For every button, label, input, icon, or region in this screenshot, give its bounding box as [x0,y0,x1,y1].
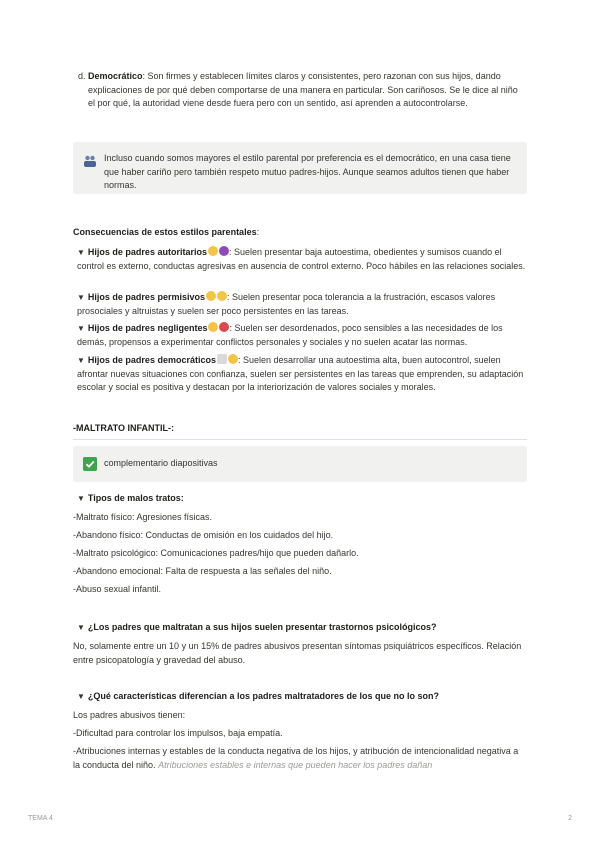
q2-line: -Atribuciones internas y estables de la conducta negativa de los hijos, y atribución de intencionalidad negativa a la conducta del niño. Atribuciones estables e internas que pueden hacer los padres dañan [73,746,519,770]
term-democratico: Democrático [88,71,143,81]
toggle-arrow-icon[interactable]: ▼ [77,356,85,365]
speech-bubble-icon [217,354,227,364]
toggle-tipos[interactable]: ▼ Tipos de malos tratos: [77,492,527,506]
democratico-text: : Son firmes y establecen límites claros y consistentes, pero razonan con sus hijos, dando explicaciones de por qué deben comportarse de una manera en particular. Son cariñosos. Se le dice al niño el por qué, la autoridad viene desde fuera pero con un sentido, así aprenden a autocontrolarse. [88,71,518,108]
face-icon [217,291,227,301]
q2-line: -Dificultad para controlar los impulsos, baja empatía. [73,728,283,738]
list-item-democratico [73,70,527,111]
section-heading-consequences: Consecuencias de estos estilos parentales: [73,227,260,237]
toggle-arrow-icon[interactable]: ▼ [77,692,85,701]
tipos-line: -Abuso sexual infantil. [73,584,162,594]
tipos-line: -Abandono emocional: Falta de respuesta a las señales del niño. [73,566,332,576]
toggle-arrow-icon[interactable]: ▼ [77,494,85,503]
page-number: 2 [568,815,572,822]
q2-muted-text: Atribuciones estables e internas que pueden hacer los padres dañan [158,759,433,770]
toggle-q1[interactable]: ▼ ¿Los padres que maltratan a sus hijos suelen presentar trastornos psicológicos? [77,621,527,635]
section-heading-maltrato: -MALTRATO INFANTIL-: [73,423,174,433]
devil-icon [219,246,229,256]
toggle-autoritarios[interactable]: ▼ Hijos de padres autoritarios : Suelen presentar baja autoestima, obedientes y sumisos cuando el control es externo, conductas agresivas en ausencia de control externo. Poco hábiles en las relaciones sociales. [77,247,526,271]
toggle-arrow-icon[interactable]: ▼ [77,293,85,302]
list-marker: d. [78,71,86,81]
callout-parental-style [73,142,527,194]
heart-icon [219,322,229,332]
toggle-arrow-icon[interactable]: ▼ [77,248,85,257]
q1-answer: No, solamente entre un 10 y un 15% de padres abusivos presentan síntomas psiquiátricos específicos. Relación entre psicopatología y gravedad del abuso. [73,641,522,665]
callout-text: Incluso cuando somos mayores el estilo parental por preferencia es el democrático, en una casa tiene que haber cariño pero también respeto mutuo padres-hijos. Aunque seamos adultos tienen que haber normas. [104,153,511,190]
callout-text: complementario diapositivas [104,458,218,468]
footer-label: TEMA 4 [28,815,53,822]
callout-complementario [73,446,527,482]
toggle-negligentes[interactable]: ▼ Hijos de padres negligentes : Suelen ser desordenados, poco sensibles a las necesidades de los demás, propensos a experimentar conflictos personales y sociales y no suelen acatar las normas. [77,323,503,347]
people-icon [83,154,97,168]
face-icon [208,246,218,256]
tipos-line: -Maltrato físico: Agresiones físicas. [73,512,213,522]
face-icon [228,354,238,364]
q2-intro: Los padres abusivos tienen: [73,710,186,720]
tipos-line: -Abandono físico: Conductas de omisión en los cuidados del hijo. [73,530,334,540]
check-icon [83,457,97,471]
toggle-q2[interactable]: ▼ ¿Qué características diferencian a los padres maltratadores de los que no lo son? [77,690,527,704]
divider [73,439,527,440]
tipos-line: -Maltrato psicológico: Comunicaciones padres/hijo que pueden dañarlo. [73,548,359,558]
toggle-permisivos[interactable]: ▼ Hijos de padres permisivos : Suelen presentar poca tolerancia a la frustración, escasos valores prosociales y altruistas y suelen ser poco persistentes en las tareas. [77,292,496,316]
toggle-arrow-icon[interactable]: ▼ [77,324,85,333]
face-icon [206,291,216,301]
toggle-democraticos[interactable]: ▼ Hijos de padres democráticos : Suelen desarrollar una autoestima alta, buen autocontrol, suelen afrontar nuevas situaciones con confianza, suelen ser persistentes en las tareas que emprenden, su adaptación escolar y social es positiva y destacan por la interiorización de valores sociales y morales. [77,355,524,392]
toggle-arrow-icon[interactable]: ▼ [77,623,85,632]
face-icon [208,322,218,332]
